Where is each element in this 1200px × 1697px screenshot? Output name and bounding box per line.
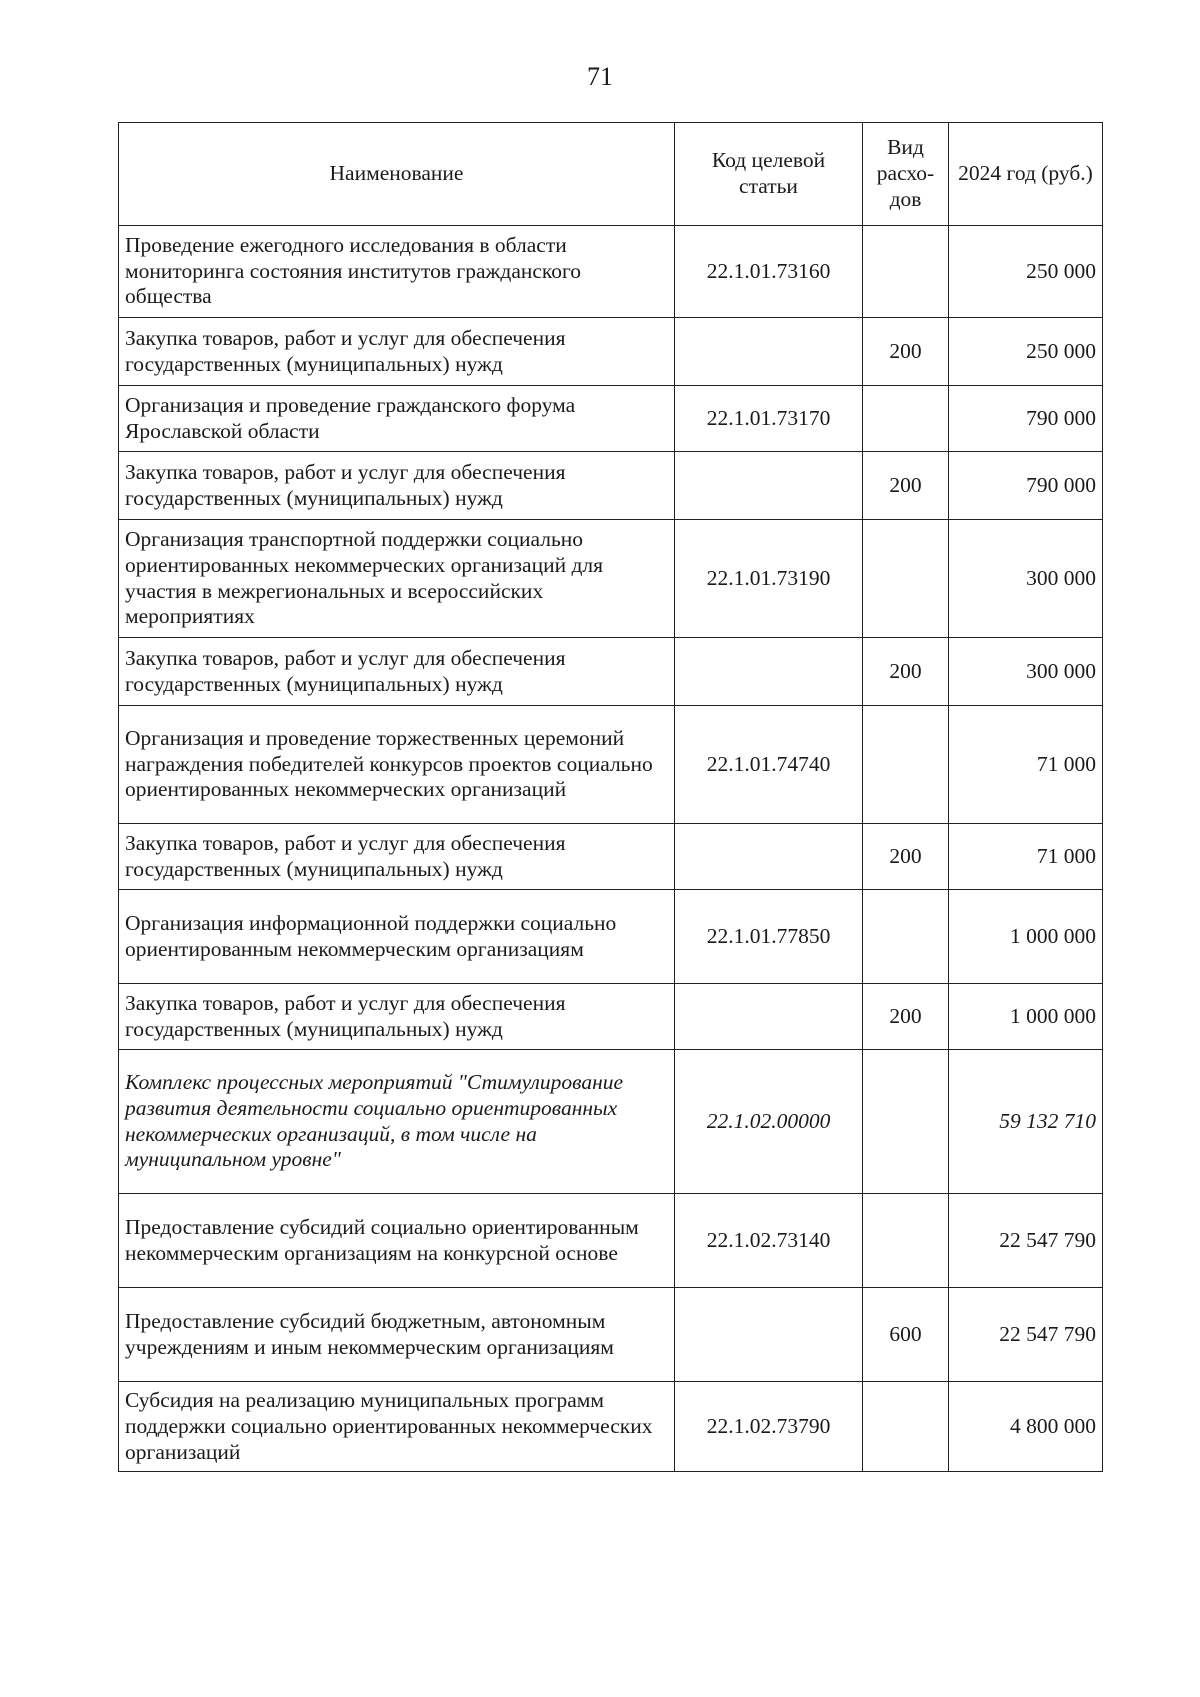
row-code-cell: [675, 984, 863, 1050]
row-type-cell: [863, 226, 949, 318]
row-name-cell: Проведение ежегодного исследования в области мониторинга состояния институтов гражданского общества: [119, 226, 675, 318]
row-name-cell: Закупка товаров, работ и услуг для обеспечения государственных (муниципальных) нужд: [119, 638, 675, 706]
row-name-cell: Закупка товаров, работ и услуг для обеспечения государственных (муниципальных) нужд: [119, 824, 675, 890]
table-row: [119, 452, 1103, 520]
table-row: [119, 706, 1103, 824]
row-amount-cell: 59 132 710: [949, 1050, 1103, 1194]
table-row: [119, 984, 1103, 1050]
row-amount-cell: 22 547 790: [949, 1194, 1103, 1288]
row-code-cell: 22.1.01.73160: [675, 226, 863, 318]
table-row: [119, 824, 1103, 890]
row-type-cell: [863, 386, 949, 452]
row-amount-cell: 300 000: [949, 638, 1103, 706]
row-name-cell: Закупка товаров, работ и услуг для обеспечения государственных (муниципальных) нужд: [119, 452, 675, 520]
header-amount: 2024 год (руб.): [949, 123, 1103, 226]
row-name-cell: Организация информационной поддержки социально ориентированным некоммерческим организациям: [119, 890, 675, 984]
row-name-cell: Субсидия на реализацию муниципальных программ поддержки социально ориентированных некоммерческих организаций: [119, 1382, 675, 1472]
header-name: Наименование: [119, 123, 675, 226]
table-row: [119, 386, 1103, 452]
row-code-cell: 22.1.02.73790: [675, 1382, 863, 1472]
row-code-cell: 22.1.02.73140: [675, 1194, 863, 1288]
row-code-cell: [675, 452, 863, 520]
budget-table: [118, 122, 1103, 1472]
table-row: [119, 890, 1103, 984]
row-code-cell: 22.1.01.73170: [675, 386, 863, 452]
row-code-cell: [675, 318, 863, 386]
row-name-cell: Предоставление субсидий социально ориентированным некоммерческим организациям на конкурсной основе: [119, 1194, 675, 1288]
row-type-cell: 200: [863, 452, 949, 520]
page-number: 71: [587, 62, 613, 91]
row-name-cell: Предоставление субсидий бюджетным, автономным учреждениям и иным некоммерческим организациям: [119, 1288, 675, 1382]
table-row: [119, 226, 1103, 318]
row-type-cell: [863, 1194, 949, 1288]
row-amount-cell: 250 000: [949, 318, 1103, 386]
row-type-cell: 200: [863, 638, 949, 706]
table-body: [119, 226, 1103, 1472]
row-name-cell: Организация и проведение торжественных церемоний награждения победителей конкурсов проектов социально ориентированных некоммерческих организаций: [119, 706, 675, 824]
row-name-cell: Закупка товаров, работ и услуг для обеспечения государственных (муниципальных) нужд: [119, 318, 675, 386]
row-amount-cell: 1 000 000: [949, 890, 1103, 984]
row-type-cell: [863, 890, 949, 984]
row-type-cell: 600: [863, 1288, 949, 1382]
row-name-cell: Закупка товаров, работ и услуг для обеспечения государственных (муниципальных) нужд: [119, 984, 675, 1050]
row-code-cell: [675, 638, 863, 706]
row-amount-cell: 790 000: [949, 386, 1103, 452]
row-name-cell: Организация и проведение гражданского форума Ярославской области: [119, 386, 675, 452]
row-type-cell: 200: [863, 824, 949, 890]
table-row: [119, 520, 1103, 638]
row-amount-cell: 300 000: [949, 520, 1103, 638]
row-type-cell: 200: [863, 318, 949, 386]
row-name-cell: Комплекс процессных мероприятий "Стимулирование развития деятельности социально ориентированных некоммерческих организаций, в том числе на муниципальном уровне": [119, 1050, 675, 1194]
header-code: Код целевой статьи: [675, 123, 863, 226]
table-row: [119, 1382, 1103, 1472]
table-row: [119, 1194, 1103, 1288]
row-code-cell: 22.1.01.73190: [675, 520, 863, 638]
table-row: [119, 638, 1103, 706]
row-code-cell: 22.1.01.77850: [675, 890, 863, 984]
row-amount-cell: 790 000: [949, 452, 1103, 520]
row-amount-cell: 71 000: [949, 824, 1103, 890]
row-code-cell: [675, 824, 863, 890]
row-code-cell: 22.1.01.74740: [675, 706, 863, 824]
table-header-row: [119, 123, 1103, 226]
table-row: [119, 1050, 1103, 1194]
row-code-cell: 22.1.02.00000: [675, 1050, 863, 1194]
row-amount-cell: 71 000: [949, 706, 1103, 824]
table-row: [119, 318, 1103, 386]
row-type-cell: [863, 706, 949, 824]
row-type-cell: [863, 1050, 949, 1194]
row-amount-cell: 250 000: [949, 226, 1103, 318]
row-amount-cell: 22 547 790: [949, 1288, 1103, 1382]
row-type-cell: [863, 520, 949, 638]
row-type-cell: 200: [863, 984, 949, 1050]
table-row: [119, 1288, 1103, 1382]
header-type: Вид расхо-дов: [863, 123, 949, 226]
row-name-cell: Организация транспортной поддержки социально ориентированных некоммерческих организаций для участия в межрегиональных и всероссийских мероприятиях: [119, 520, 675, 638]
row-amount-cell: 1 000 000: [949, 984, 1103, 1050]
row-amount-cell: 4 800 000: [949, 1382, 1103, 1472]
row-code-cell: [675, 1288, 863, 1382]
row-type-cell: [863, 1382, 949, 1472]
